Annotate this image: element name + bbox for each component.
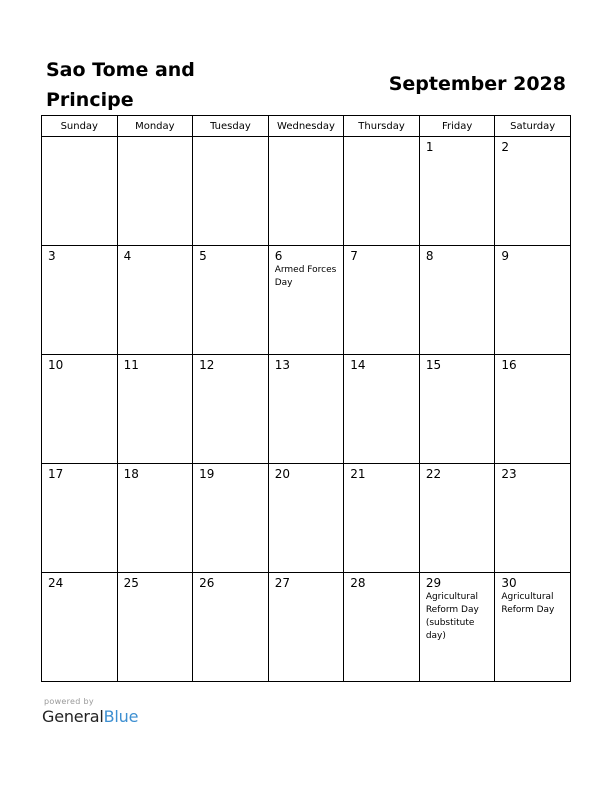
day-cell [117,246,193,355]
day-cell [495,246,571,355]
day-number: 13 [274,358,290,372]
day-cell [42,355,118,464]
day-cell [419,464,495,573]
day-cell [117,573,193,682]
day-number: 11 [123,358,139,372]
holiday-label: Agricultural Reform Day [501,592,555,615]
day-cell [193,464,269,573]
day-cell [268,137,344,246]
day-number: 8 [425,249,434,263]
day-cell [495,464,571,573]
day-number: 14 [350,358,366,372]
week-row [42,464,571,573]
day-cell [268,573,344,682]
day-cell [268,246,344,355]
weekday-tuesday: Tuesday [193,116,269,137]
day-number: 1 [425,140,434,154]
day-number: 29 [425,576,442,590]
powered-by-text: powered by [44,697,94,706]
day-number: 23 [501,467,517,481]
day-cell [344,355,420,464]
footer-branding [42,696,138,727]
weekday-saturday: Saturday [495,116,571,137]
day-number: 12 [199,358,215,372]
day-cell [193,355,269,464]
day-cell [268,464,344,573]
week-row [42,137,571,246]
day-number: 17 [48,467,64,481]
day-cell [419,355,495,464]
holiday-label: Armed Forces Day [274,265,337,288]
weekday-wednesday: Wednesday [268,116,344,137]
day-number: 18 [123,467,139,481]
week-row [42,355,571,464]
day-number: 27 [274,576,290,590]
weekday-header-row [42,116,571,137]
day-cell [42,246,118,355]
day-number: 28 [350,576,366,590]
day-number: 5 [199,249,207,263]
day-cell [117,464,193,573]
calendar-grid [41,115,571,682]
day-number: 24 [48,576,64,590]
day-cell [42,464,118,573]
day-number: 6 [274,249,283,263]
day-number: 3 [48,249,56,263]
day-number: 9 [501,249,510,263]
day-cell [495,573,571,682]
day-cell [419,246,495,355]
day-number: 25 [123,576,139,590]
month-title: September 2028 [388,73,566,95]
generalblue-logo[interactable] [42,707,138,727]
day-cell [344,246,420,355]
day-cell [344,573,420,682]
brand-general: General [42,707,104,726]
day-number: 2 [501,140,510,154]
day-cell [117,355,193,464]
weekday-sunday: Sunday [42,116,118,137]
weekday-friday: Friday [419,116,495,137]
week-row [42,246,571,355]
day-number: 26 [199,576,215,590]
day-cell [117,137,193,246]
country-title: Sao Tome and Principe [46,59,195,111]
day-cell [495,137,571,246]
day-number: 16 [501,358,517,372]
day-cell [193,573,269,682]
weekday-monday: Monday [117,116,193,137]
day-number: 10 [48,358,64,372]
day-number: 19 [199,467,215,481]
week-row [42,573,571,682]
day-cell [268,355,344,464]
day-number: 15 [425,358,442,372]
day-cell [42,573,118,682]
day-cell [193,137,269,246]
day-number: 4 [123,249,132,263]
day-number: 20 [274,467,290,481]
day-cell [495,355,571,464]
day-cell [193,246,269,355]
day-number: 22 [425,467,442,481]
day-cell [344,137,420,246]
weekday-thursday: Thursday [344,116,420,137]
day-number: 21 [350,467,366,481]
day-cell [42,137,118,246]
day-number: 30 [501,576,517,590]
day-number: 7 [350,249,358,263]
day-cell [419,137,495,246]
holiday-label: Agricultural Reform Day (substitute day) [425,592,479,641]
day-cell [419,573,495,682]
brand-blue: Blue [103,707,139,726]
day-cell [344,464,420,573]
